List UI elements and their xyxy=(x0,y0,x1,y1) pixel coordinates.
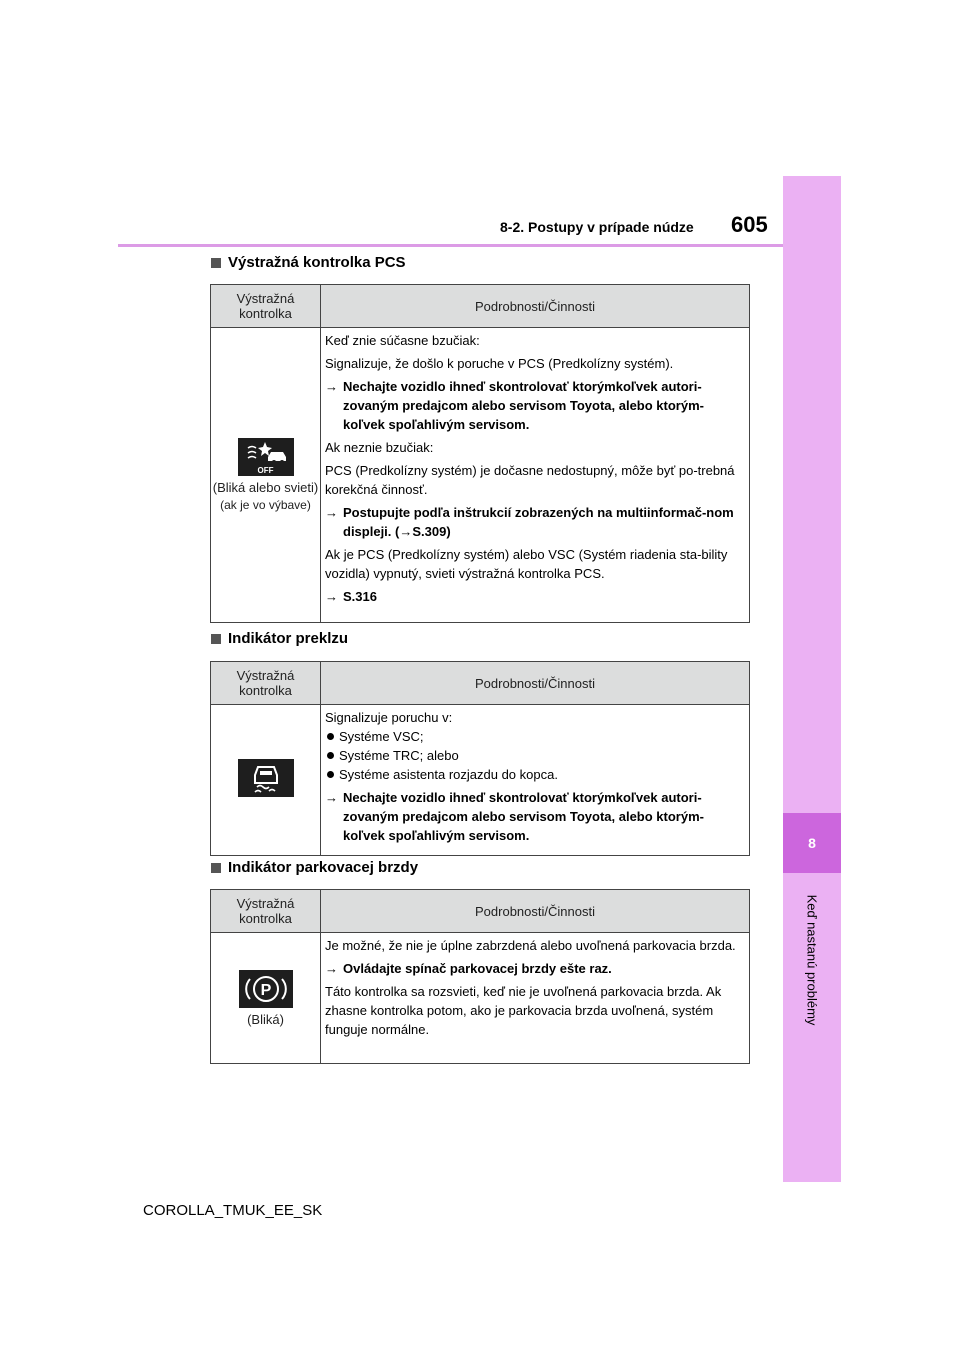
parking-p-letter: P xyxy=(260,981,271,999)
page-number: 605 xyxy=(731,212,768,237)
section-title-text: Indikátor preklzu xyxy=(228,630,349,647)
document-footer: COROLLA_TMUK_EE_SK xyxy=(143,1202,323,1219)
page-reference: S.316 xyxy=(343,589,377,604)
section-title-text: Indikátor parkovacej brzdy xyxy=(228,859,419,876)
arrow-icon: → xyxy=(325,379,338,394)
slip-indicator-icon xyxy=(238,759,294,797)
action-line xyxy=(325,587,745,606)
chapter-title: Keď nastanú problémy xyxy=(804,894,820,1026)
icon-caption: (Bliká) xyxy=(247,1011,284,1027)
parking-brake-icon xyxy=(239,970,293,1008)
action-line xyxy=(325,377,745,434)
details-cell xyxy=(321,933,750,1064)
section-header: 8-2. Postupy v prípade núdze xyxy=(500,219,694,235)
bullet-dot-icon xyxy=(327,733,334,740)
detail-text: Signalizuje, že došlo k poruche v PCS (Predkolízny systém). xyxy=(325,356,674,371)
detail-text: PCS (Predkolízny systém) je dočasne nedostupný, môže byť po-trebná korekčná činnosť. xyxy=(325,463,735,497)
section-title-pcs xyxy=(211,254,406,271)
off-label: OFF xyxy=(257,466,274,475)
header-rule xyxy=(118,244,783,247)
pcs-warning-table xyxy=(210,284,750,623)
col-header-light: Výstražná kontrolka xyxy=(211,662,321,705)
icon-cell xyxy=(211,933,321,1064)
action-line xyxy=(325,503,745,541)
bullet-item xyxy=(325,765,745,784)
action-text: Ovládajte spínač parkovacej brzdy ešte raz. xyxy=(343,961,612,976)
square-bullet-icon xyxy=(211,863,221,873)
detail-text: Táto kontrolka sa rozsvieti, keď nie je uvoľnená parkovacia brzda. Ak zhasne kontrolka potom, ako je parkovacia brzda uvoľnená, systém funguje normálne. xyxy=(325,984,722,1037)
square-bullet-icon xyxy=(211,258,221,268)
col-header-light: Výstražná kontrolka xyxy=(211,285,321,328)
col-header-light: Výstražná kontrolka xyxy=(211,890,321,933)
bullet-item xyxy=(325,727,745,746)
detail-text: Signalizuje poruchu v: xyxy=(325,710,453,725)
parking-brake-table xyxy=(210,889,750,1064)
pcs-warning-icon xyxy=(238,438,294,476)
action-text: Postupujte podľa inštrukcií zobrazených na multiinformač-nom displeji. (→S.309) xyxy=(343,505,734,539)
col-header-details: Podrobnosti/Činnosti xyxy=(321,285,750,328)
action-line xyxy=(325,788,745,845)
action-line xyxy=(325,959,745,978)
bullet-dot-icon xyxy=(327,752,334,759)
details-cell xyxy=(321,705,750,856)
chapter-side-tab xyxy=(783,176,841,1182)
detail-text: Ak neznie bzučiak: xyxy=(325,440,434,455)
section-title-text: Výstražná kontrolka PCS xyxy=(228,254,406,271)
square-bullet-icon xyxy=(211,634,221,644)
detail-text: Keď znie súčasne bzučiak: xyxy=(325,333,480,348)
bullet-item xyxy=(325,746,745,765)
section-title-slip xyxy=(211,630,348,647)
bullet-text: Systéme VSC; xyxy=(339,729,424,744)
col-header-details: Podrobnosti/Činnosti xyxy=(321,890,750,933)
col-header-details: Podrobnosti/Činnosti xyxy=(321,662,750,705)
icon-caption: (Bliká alebo svieti) xyxy=(212,480,319,495)
action-text: Nechajte vozidlo ihneď skontrolovať ktorýmkoľvek autori-zovaným predajcom alebo servisom Toyota, alebo ktorým-koľvek spoľahlivým servisom. xyxy=(343,790,704,843)
arrow-icon: → xyxy=(325,505,338,520)
bullet-dot-icon xyxy=(327,771,334,778)
detail-text: Je možné, že nie je úplne zabrzdená alebo uvoľnená parkovacia brzda. xyxy=(325,938,736,953)
icon-note: (ak je vo výbave) xyxy=(220,498,311,512)
icon-cell xyxy=(211,328,321,623)
section-title-parking-brake xyxy=(211,859,418,876)
details-cell xyxy=(321,328,750,623)
slip-indicator-table xyxy=(210,661,750,856)
action-text: Nechajte vozidlo ihneď skontrolovať ktorýmkoľvek autori-zovaným predajcom alebo servisom Toyota, alebo ktorým-koľvek spoľahlivým servisom. xyxy=(343,379,704,432)
arrow-icon: → xyxy=(325,790,338,805)
arrow-icon: → xyxy=(325,961,338,976)
bullet-text: Systéme TRC; alebo xyxy=(339,748,459,763)
arrow-icon: → xyxy=(325,589,338,604)
chapter-number: 8 xyxy=(783,813,841,873)
bullet-text: Systéme asistenta rozjazdu do kopca. xyxy=(339,767,558,782)
detail-text: Ak je PCS (Predkolízny systém) alebo VSC (Systém riadenia sta-bility vozidla) vypnutý, svieti výstražná kontrolka PCS. xyxy=(325,547,728,581)
icon-cell xyxy=(211,705,321,856)
